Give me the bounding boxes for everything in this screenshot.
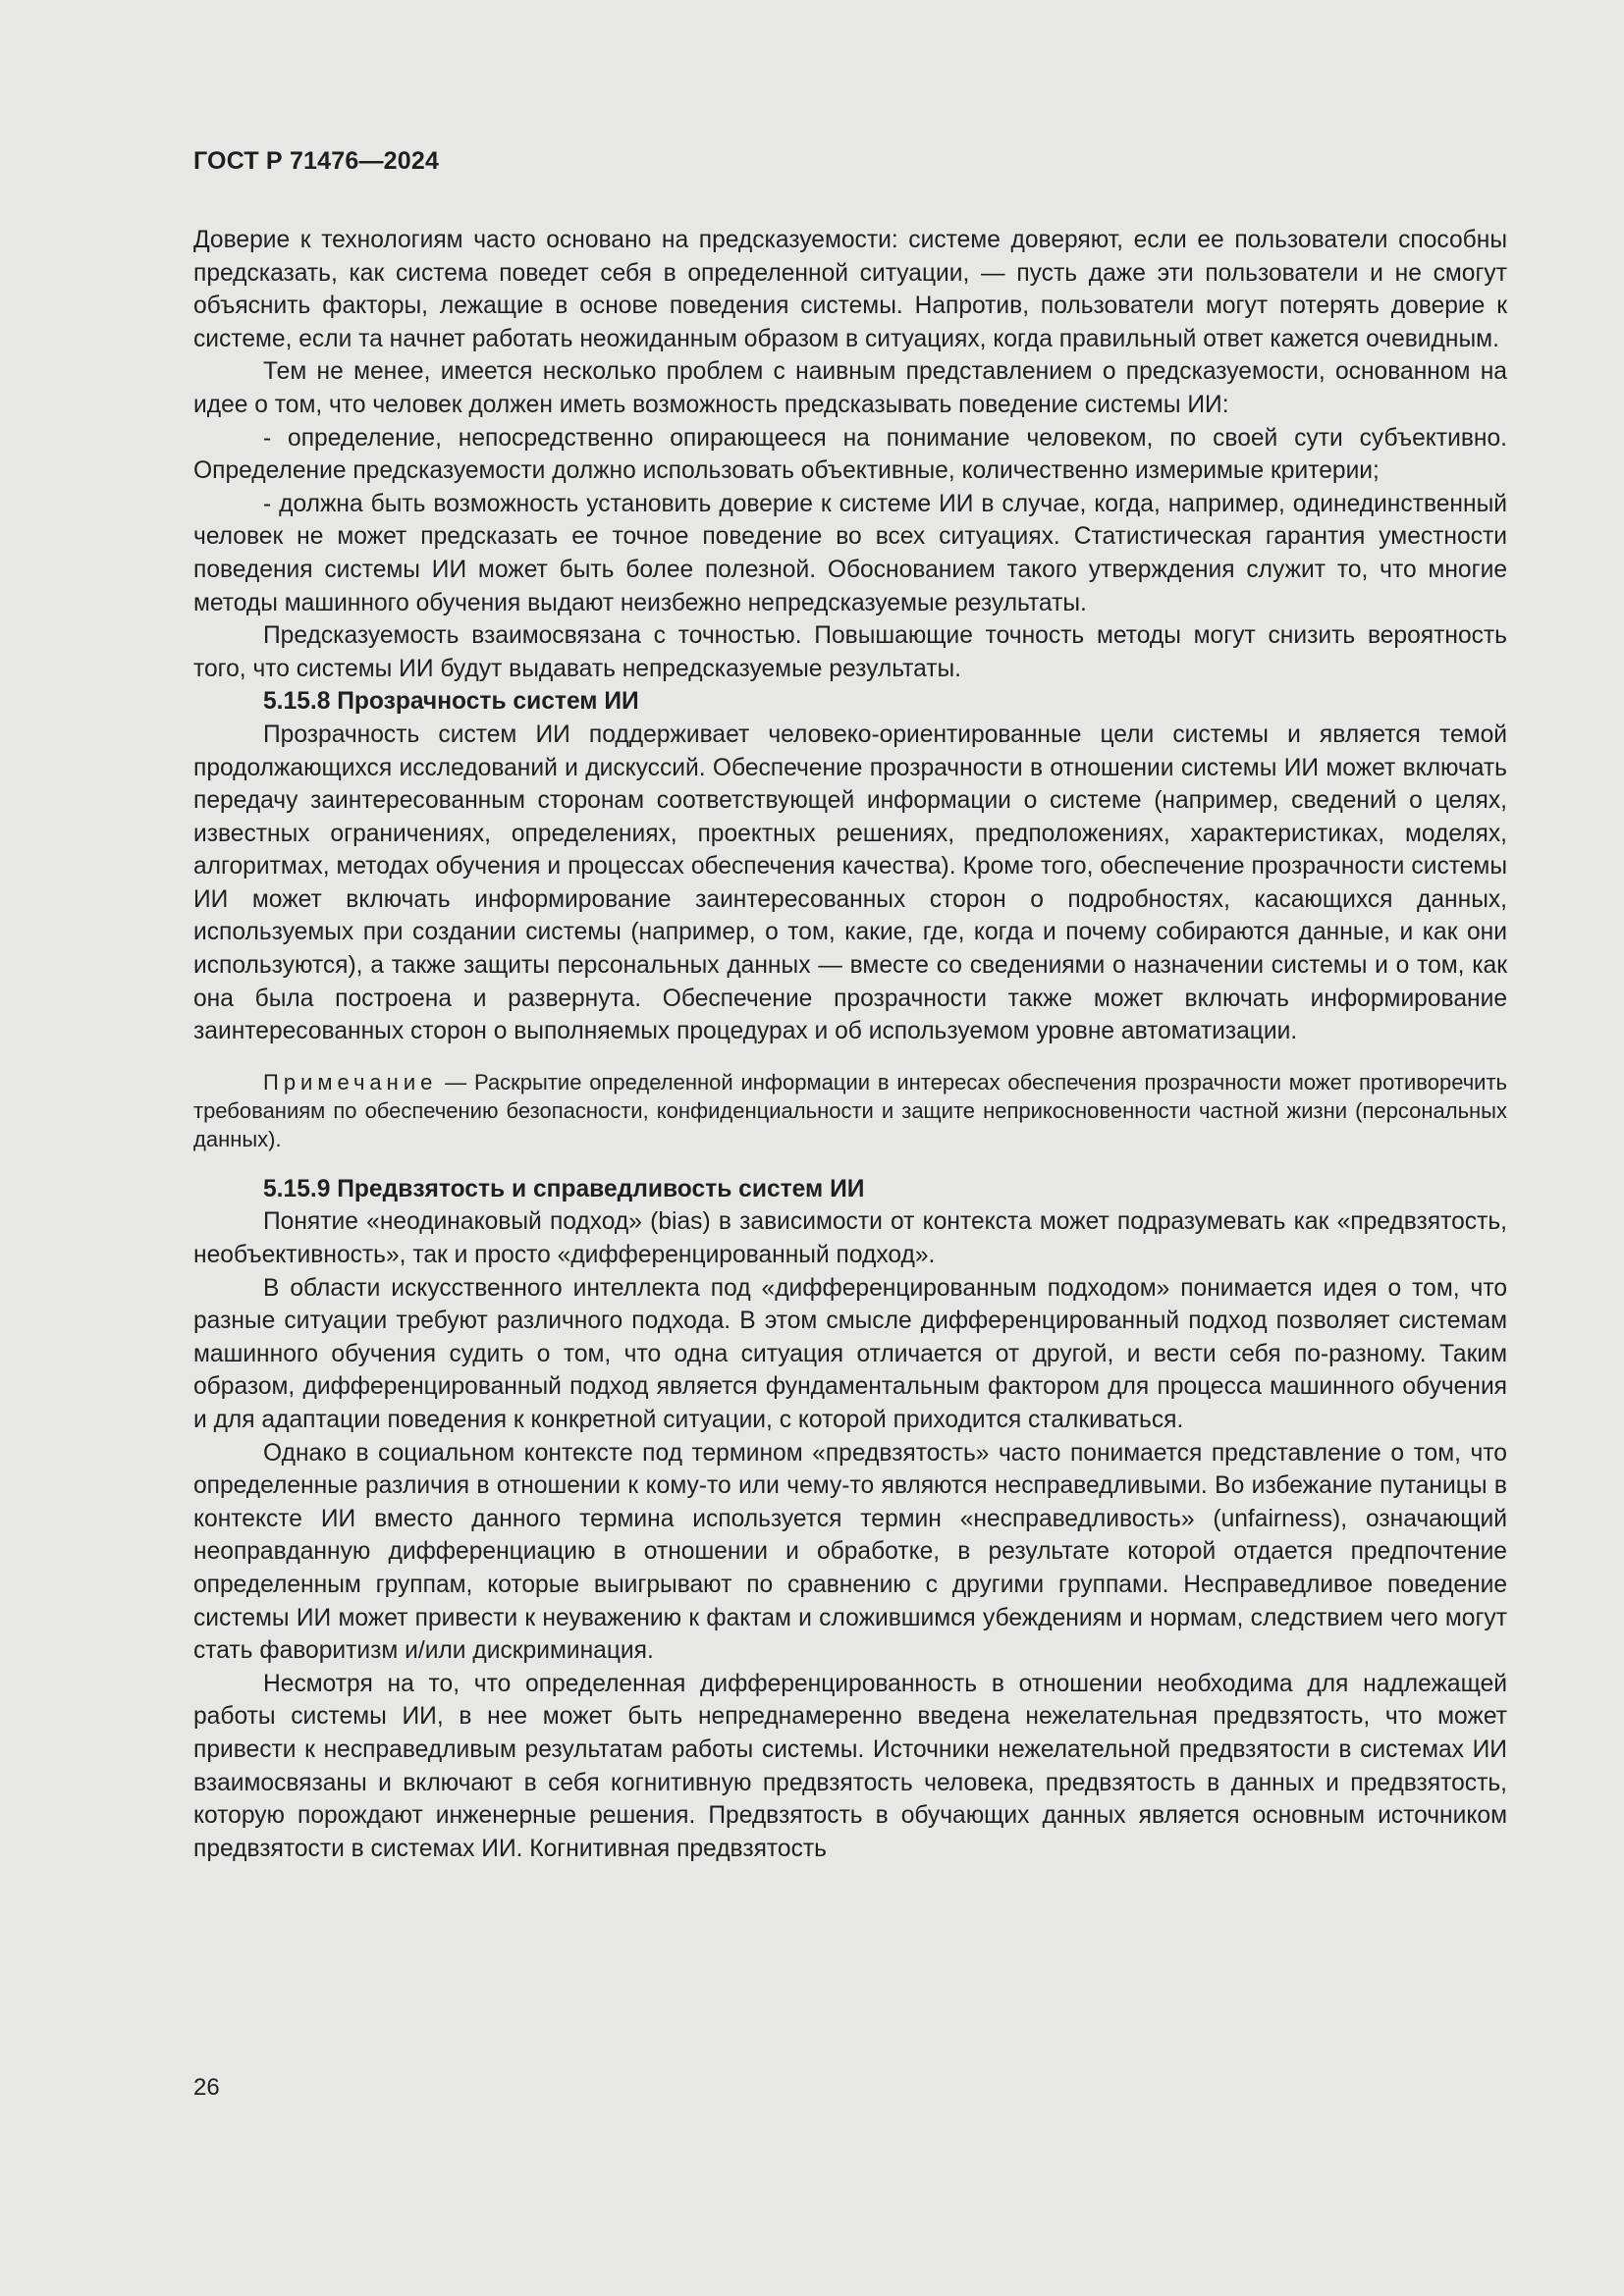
paragraph: Однако в социальном контексте под термином «предвзятость» часто понимается представление о том, что определенные различия в отношении к кому-то или чему-то являются несправедливыми. Во избежание путаницы в контексте ИИ вместо данного термина используется термин «несправедливость» (unfairness), означающий неоправданную дифференциацию в отношении и обработке, в результате которой отдается предпочтение определенным группам, которые выигрывают по сравнению с другими группами. Несправедливое поведение системы ИИ может привести к неуважению к фактам и сложившимся убеждениям и нормам, следствием чего могут стать фаворитизм и/или дискриминация. bbox=[193, 1439, 1507, 1665]
paragraph: В области искусственного интеллекта под «дифференцированным подходом» понимается идея о том, что разные ситуации требуют различного подхода. В этом смысле дифференцированный подход позволяет системам машинного обучения судить о том, что одна ситуация отличается от другой, и вести себя по-разному. Таким образом, дифференцированный подход является фундаментальным фактором для процесса машинного обучения и для адаптации поведения к конкретной ситуации, с которой приходится сталкиваться. bbox=[193, 1274, 1507, 1433]
paragraph: Несмотря на то, что определенная дифференцированность в отношении необходима для надлежащей работы системы ИИ, в нее может быть непреднамеренно введена нежелательная предвзятость, что может привести к несправедливым результатам работы системы. Источники нежелательной предвзятости в системах ИИ взаимосвязаны и включают в себя когнитивную предвзятость человека, предвзятость в данных и предвзятость, которую порождают инженерные решения. Предвзятость в обучающих данных является основным источником предвзятости в системах ИИ. Когнитивная предвзятость bbox=[193, 1670, 1507, 1862]
list-item: - должна быть возможность установить доверие к системе ИИ в случае, когда, например, одинединственный человек не может предсказать ее точное поведение во всех ситуациях. Статистическая гарантия уместности поведения системы ИИ может быть более полезной. Обоснованием такого утверждения служит то, что многие методы машинного обучения выдают неизбежно непредсказуемые результаты. bbox=[193, 490, 1507, 616]
page-number: 26 bbox=[193, 2074, 220, 2101]
note-label: Примечание bbox=[263, 1069, 438, 1095]
paragraph: Прозрачность систем ИИ поддерживает человеко-ориентированные цели системы и является темой продолжающихся исследований и дискуссий. Обеспечение прозрачности в отношении системы ИИ может включать передачу заинтересованным сторонам соответствующей информации о системе (например, сведений о целях, известных ограничениях, определениях, проектных решениях, предположениях, характеристиках, моделях, алгоритмах, методах обучения и процессах обеспечения качества). Кроме того, обеспечение прозрачности системы ИИ может включать информирование заинтересованных сторон о подробностях, касающихся данных, используемых при создании системы (например, о том, какие, где, когда и почему собираются данные, и как они используются), а также защиты персональных данных — вместе со сведениями о назначении системы и о том, как она была построена и развернута. Обеспечение прозрачности также может включать информирование заинтересованных сторон о выполняемых процедурах и об используемом уровне автоматизации. bbox=[193, 721, 1507, 1045]
paragraph: Доверие к технологиям часто основано на предсказуемости: системе доверяют, если ее пользователи способны предсказать, как система поведет себя в определенной ситуации, — пусть даже эти пользователи и не смогут объяснить факторы, лежащие в основе поведения системы. Напротив, пользователи могут потерять доверие к системе, если та начнет работать неожиданным образом в ситуациях, когда правильный ответ кажется очевидным. bbox=[193, 227, 1507, 352]
note-text: — Раскрытие определенной информации в интересах обеспечения прозрачности может противоречить требованиям по обеспечению безопасности, конфиденциальности и защите неприкосновенности частной жизни (персональных данных). bbox=[193, 1069, 1507, 1151]
paragraph: Тем не менее, имеется несколько проблем с наивным представлением о предсказуемости, основанном на идее о том, что человек должен иметь возможность предсказывать поведение системы ИИ: bbox=[193, 358, 1507, 418]
section-heading: 5.15.9 Предвзятость и справедливость систем ИИ bbox=[263, 1175, 865, 1202]
note bbox=[193, 1068, 1507, 1153]
document-body bbox=[193, 224, 1507, 1865]
document-header: ГОСТ Р 71476—2024 bbox=[193, 147, 440, 175]
list-item: - определение, непосредственно опирающееся на понимание человеком, по своей сути субъективно. Определение предсказуемости должно использовать объективные, количественно измеримые критерии; bbox=[193, 424, 1507, 485]
section-heading: 5.15.8 Прозрачность систем ИИ bbox=[263, 688, 639, 716]
paragraph: Предсказуемость взаимосвязана с точностью. Повышающие точность методы могут снизить вероятность того, что системы ИИ будут выдавать непредсказуемые результаты. bbox=[193, 622, 1507, 682]
paragraph: Понятие «неодинаковый подход» (bias) в зависимости от контекста может подразумевать как «предвзятость, необъективность», так и просто «дифференцированный подход». bbox=[193, 1208, 1507, 1269]
